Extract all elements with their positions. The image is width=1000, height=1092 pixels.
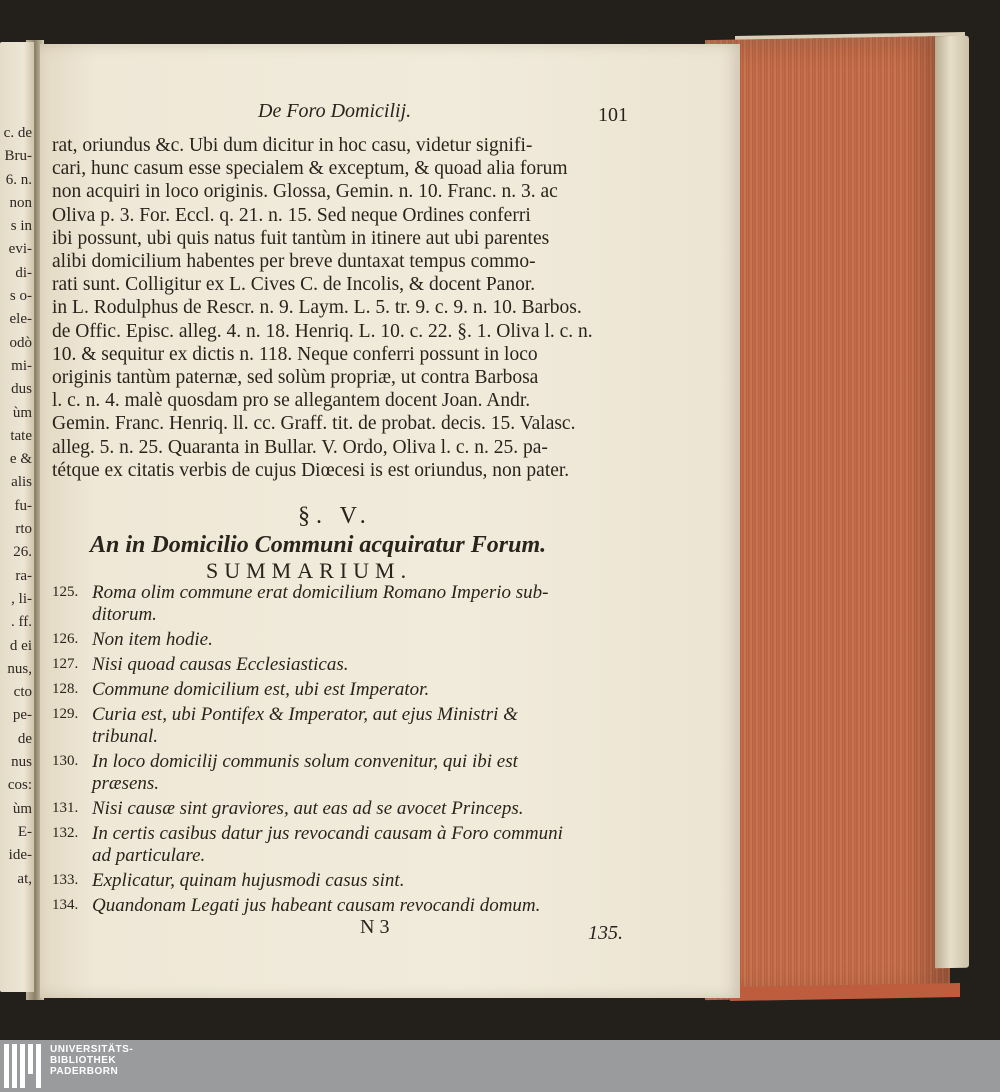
body-line: 10. & sequitur ex dictis n. 118. Neque conferri possunt in loco xyxy=(52,343,538,365)
library-logo-icon xyxy=(2,1044,46,1090)
left-edge-fragment: fu- xyxy=(14,497,32,514)
left-edge-fragment: non xyxy=(9,194,32,211)
left-edge-fragment: 6. n. xyxy=(5,171,32,188)
left-edge-fragment: . ff. xyxy=(11,614,32,631)
left-page-edge xyxy=(0,42,34,992)
left-edge-fragment: ùm xyxy=(12,404,32,421)
body-line: l. c. n. 4. malè quosdam pro se allegantem docent Joan. Andr. xyxy=(52,390,531,412)
back-cover xyxy=(935,36,969,969)
left-edge-fragment: d ei xyxy=(9,637,32,654)
summary-line: Quandonam Legati jus habeant causam revocandi domum. xyxy=(92,895,541,916)
left-edge-fragment: cos: xyxy=(7,777,32,794)
left-edge-fragment: ide- xyxy=(8,847,32,864)
left-edge-fragment: di- xyxy=(15,264,32,281)
summary-line: Nisi quoad causas Ecclesiasticas. xyxy=(92,654,349,675)
summary-line: tribunal. xyxy=(92,726,158,747)
body-line: tétque ex citatis verbis de cujus Diœcesi is est oriundus, non pater. xyxy=(52,459,570,481)
summary-line: In loco domicilij communis solum convenitur, qui ibi est xyxy=(92,751,518,772)
left-edge-fragment: c. de xyxy=(3,125,32,141)
logo-text-line: UNIVERSITÄTS- xyxy=(50,1044,134,1055)
left-edge-fragment: ra- xyxy=(15,567,32,584)
left-edge-fragment: dus xyxy=(11,381,32,398)
body-line: originis tantùm paternæ, sed solùm propriæ, ut contra Barbosa xyxy=(52,367,539,388)
body-line: Gemin. Franc. Henriq. ll. cc. Graff. tit. de probat. decis. 15. Valasc. xyxy=(52,413,576,435)
left-edge-fragment: s in xyxy=(10,218,32,235)
left-edge-fragment: nus xyxy=(11,754,32,771)
section-title: An in Domicilio Communi acquiratur Forum. xyxy=(90,532,547,558)
body-line: ibi possunt, ubi quis natus fuit tantùm in itinere aut ubi parentes xyxy=(52,227,550,249)
summary-number: 131. xyxy=(52,800,79,816)
summary-line: ad particulare. xyxy=(92,845,206,866)
left-edge-fragment: mi- xyxy=(11,357,32,374)
summary-line: Non item hodie. xyxy=(92,629,213,650)
body-line: alibi domicilium habentes per breve duntaxat tempus commo- xyxy=(52,251,536,272)
body-line: cari, hunc casum esse specialem & exceptum, & quoad alia forum xyxy=(52,158,568,180)
summary-line: Curia est, ubi Pontifex & Imperator, aut ejus Ministri & xyxy=(92,704,518,725)
summary-number: 126. xyxy=(52,631,79,647)
body-line: in L. Rodulphus de Rescr. n. 9. Laym. L. 5. tr. 9. c. 9. n. 10. Barbos. xyxy=(52,297,582,319)
signature-mark: N 3 xyxy=(360,916,390,938)
page-block-red-edge xyxy=(705,36,950,1000)
left-edge-fragment: ele- xyxy=(9,311,32,328)
summary-number: 130. xyxy=(52,753,79,769)
summary-line: Commune domicilium est, ubi est Imperator. xyxy=(92,679,430,700)
body-line: rati sunt. Colligitur ex L. Cives C. de Incolis, & docent Panor. xyxy=(52,274,536,296)
left-edge-fragment: tate xyxy=(10,427,32,444)
left-edge-fragment: ùm xyxy=(12,800,32,817)
body-line: alleg. 5. n. 25. Quaranta in Bullar. V. Ordo, Oliva l. c. n. 25. pa- xyxy=(52,436,548,458)
left-edge-fragment: E- xyxy=(17,823,32,840)
summary-number: 134. xyxy=(52,897,79,913)
running-header: De Foro Domicilij. xyxy=(258,100,412,122)
left-edge-fragment: e & xyxy=(9,451,32,468)
library-logo-text xyxy=(50,1044,133,1077)
summary-line: Nisi causæ sint graviores, aut eas ad se avocet Princeps. xyxy=(92,798,524,819)
summary-line: Explicatur, quinam hujusmodi casus sint. xyxy=(92,870,405,891)
cover-bottom-edge xyxy=(730,983,960,1001)
summary-line: Roma olim commune erat domicilium Romano Imperio sub- xyxy=(92,582,549,603)
left-edge-fragment: alis xyxy=(11,474,32,491)
left-edge-fragment: 26. xyxy=(13,544,32,561)
left-edge-fragment: at, xyxy=(17,870,32,887)
body-line: Oliva p. 3. For. Eccl. q. 21. n. 15. Sed neque Ordines conferri xyxy=(52,204,531,226)
summarium-heading: SUMMARIUM. xyxy=(206,558,413,583)
body-line: non acquiri in loco originis. Glossa, Gemin. n. 10. Franc. n. 3. ac xyxy=(52,181,558,203)
summary-line: ditorum. xyxy=(92,604,157,625)
left-edge-fragment: evi- xyxy=(8,241,32,258)
summary-number: 132. xyxy=(52,825,79,841)
body-line: rat, oriundus &c. Ubi dum dicitur in hoc casu, videtur signifi- xyxy=(52,135,533,156)
summary-line: præsens. xyxy=(92,773,160,794)
left-edge-fragment: cto xyxy=(13,684,32,701)
left-edge-fragment: Bru- xyxy=(4,148,32,165)
left-edge-fragment: pe- xyxy=(12,707,32,724)
summary-number: 133. xyxy=(52,872,79,888)
library-footer-bar xyxy=(0,1040,1000,1092)
summary-number: 125. xyxy=(52,584,79,600)
left-edge-fragment: , li- xyxy=(11,590,32,607)
catchword: 135. xyxy=(588,922,623,944)
summary-number: 129. xyxy=(52,706,79,722)
page-number: 101 xyxy=(598,104,628,126)
left-edge-fragment: s o- xyxy=(9,288,32,305)
summary-number: 127. xyxy=(52,656,79,672)
logo-text-line: PADERBORN xyxy=(50,1066,119,1077)
left-edge-fragment: nus, xyxy=(7,660,32,677)
left-edge-fragment: de xyxy=(17,730,32,747)
left-edge-fragment: odò xyxy=(9,334,32,351)
summary-number: 128. xyxy=(52,681,79,697)
body-line: de Offic. Episc. alleg. 4. n. 18. Henriq. L. 10. c. 22. §. 1. Oliva l. c. n. xyxy=(52,320,593,342)
left-edge-fragment: rto xyxy=(15,521,32,538)
section-mark: §. V. xyxy=(298,503,372,529)
logo-text-line: BIBLIOTHEK xyxy=(50,1055,117,1066)
summary-line: In certis casibus datur jus revocandi causam à Foro communi xyxy=(92,823,563,844)
left-page-edge-text xyxy=(0,122,32,891)
